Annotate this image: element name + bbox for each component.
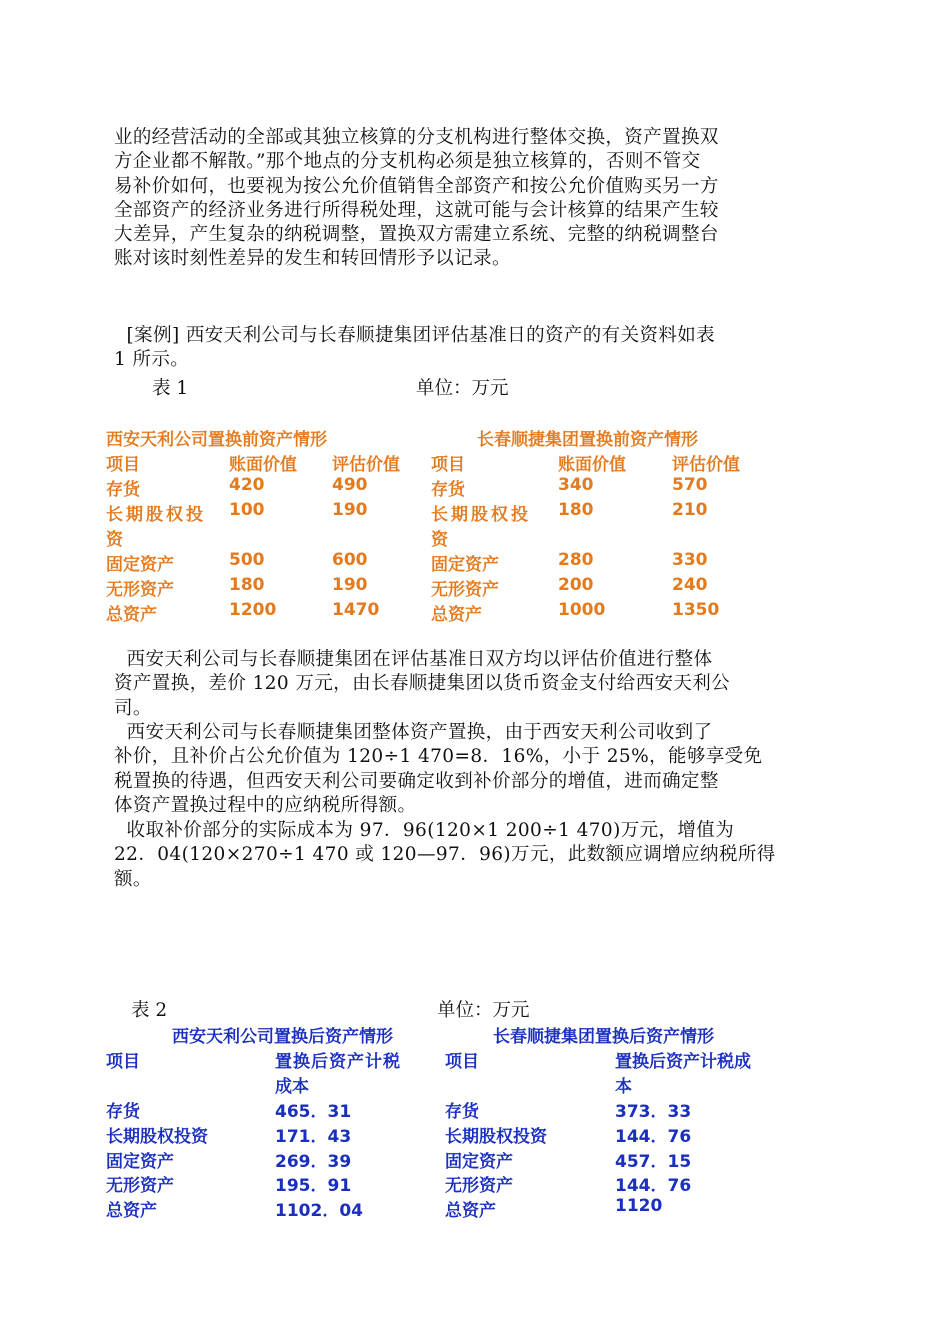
intro-line: 全部资产的经济业务进行所得税处理，这就可能与会计核算的结果产生较 [114,199,719,221]
body-paragraph-3 [114,819,834,892]
table1-row-eval: 240 [672,575,708,595]
table2-label: 表 2 [131,1000,168,1021]
table2-row-item: 无形资产 [106,1176,174,1196]
table2-row-item: 总资产 [106,1201,157,1221]
table2-row-item: 总资产 [445,1201,496,1221]
table1-row-eval: 1470 [332,600,380,620]
table2-right-title: 长春顺捷集团置换后资产情形 [493,1027,714,1047]
intro-line: 易补价如何，也要视为按公允价值销售全部资产和按公允价值购买另一方 [114,175,719,197]
table1-row-eval: 210 [672,500,708,520]
table1-row-item: 存货 [106,480,140,500]
table2-header-cost: 置换后资产计税 [275,1052,401,1072]
body-line: 体资产置换过程中的应纳税所得额。 [114,794,417,816]
table2-row-cost: 144．76 [615,1127,692,1147]
table2-unit: 单位：万元 [437,1000,530,1021]
table2-header-item-right: 项目 [445,1052,479,1072]
table1-row-item: 固定资产 [106,555,174,575]
table1-row-book: 340 [558,475,594,495]
case-line: 1 所示。 [114,349,190,371]
table1-row-book: 180 [558,500,594,520]
body-paragraph-2 [114,721,834,818]
table2-header-cost-right: 置换后资产计税成 [615,1052,751,1072]
case-paragraph [114,324,834,373]
table1-header-item: 项目 [106,455,140,475]
intro-line: 账对该时刻性差异的发生和转回情形予以记录。 [114,248,511,270]
table1-left-title: 西安天利公司置换前资产情形 [106,430,327,450]
table1-header-eval-right: 评估价值 [672,455,740,475]
table2-row-cost: 195．91 [275,1176,352,1196]
intro-line: 方企业都不解散。”那个地点的分支机构必须是独立核算的，否则不管交 [114,151,701,173]
body-line: 22．04(120×270÷1 470 或 120—97．96)万元，此数额应调增应纳税所得 [114,844,776,866]
table1-row-book: 420 [229,475,265,495]
table1-row-item: 无形资产 [431,580,499,600]
table2-row-item: 无形资产 [445,1176,513,1196]
table1-row-eval: 1350 [672,600,720,620]
table1-row-item: 存货 [431,480,465,500]
table1-row-eval: 190 [332,500,368,520]
body-line: 司。 [114,697,152,719]
table1-header-eval: 评估价值 [332,455,400,475]
table1-row-eval: 570 [672,475,708,495]
table1-row-item: 固定资产 [431,555,499,575]
table2-row-item: 长期股权投资 [106,1127,208,1147]
table1-row-book: 1000 [558,600,606,620]
body-line: 收取补价部分的实际成本为 97．96(120×1 200÷1 470)万元，增值为 [114,820,735,841]
table1-row-item: 总资产 [431,605,482,625]
body-line: 额。 [114,868,152,890]
table1-row-item: 长期股权投 [106,505,206,525]
table1-header-item-right: 项目 [431,455,465,475]
table1-label: 表 1 [152,378,189,399]
body-line: 西安天利公司与长春顺捷集团在评估基准日双方均以评估价值进行整体 [114,649,713,670]
table1-row-item-cont: 资 [106,530,123,550]
table1-unit: 单位：万元 [416,378,509,399]
table2-row-cost: 457．15 [615,1152,692,1172]
intro-line: 大差异，产生复杂的纳税调整，置换双方需建立系统、完整的纳税调整台 [114,224,719,246]
table2-row-cost: 171．43 [275,1127,352,1147]
table1-row-book: 280 [558,550,594,570]
body-paragraph-1 [114,648,834,721]
table1-row-item: 无形资产 [106,580,174,600]
table1-row-book: 500 [229,550,265,570]
case-line: [案例] 西安天利公司与长春顺捷集团评估基准日的资产的有关资料如表 [114,325,716,346]
table1-header-book-right: 账面价值 [558,455,626,475]
table2-row-cost: 465．31 [275,1102,352,1122]
table1-row-eval: 490 [332,475,368,495]
body-line: 资产置换，差价 120 万元，由长春顺捷集团以货币资金支付给西安天利公 [114,673,731,695]
table1-row-item-cont: 资 [431,530,448,550]
table1-right-title: 长春顺捷集团置换前资产情形 [477,430,698,450]
table1-header-book: 账面价值 [229,455,297,475]
table1-row-book: 1200 [229,600,277,620]
body-line: 补价，且补价占公允价值为 120÷1 470=8．16%，小于 25%，能够享受免 [114,746,763,768]
intro-paragraph [114,126,834,272]
table1-row-eval: 600 [332,550,368,570]
table2-header-cost-cont: 成本 [275,1077,309,1097]
table2-row-cost: 1120 [615,1196,663,1216]
table1-row-eval: 330 [672,550,708,570]
table2-left-title: 西安天利公司置换后资产情形 [172,1027,393,1047]
table2-row-cost: 269．39 [275,1152,352,1172]
body-line: 西安天利公司与长春顺捷集团整体资产置换，由于西安天利公司收到了 [114,722,713,743]
table2-header-item: 项目 [106,1052,140,1072]
intro-line: 业的经营活动的全部或其独立核算的分支机构进行整体交换，资产置换双 [114,127,719,148]
table2-row-item: 长期股权投资 [445,1127,547,1147]
table2-row-cost: 1102．04 [275,1201,363,1221]
table2-row-cost: 373．33 [615,1102,692,1122]
table1-row-eval: 190 [332,575,368,595]
table1-row-book: 180 [229,575,265,595]
body-line: 税置换的待遇，但西安天利公司要确定收到补价部分的增值，进而确定整 [114,770,719,792]
table2-row-item: 存货 [445,1102,479,1122]
table1-row-item: 长期股权投 [431,505,531,525]
table2-row-item: 固定资产 [445,1152,513,1172]
table2-row-item: 存货 [106,1102,140,1122]
table1-row-item: 总资产 [106,605,157,625]
table2-header-cost-right-cont: 本 [615,1077,632,1097]
table2-row-item: 固定资产 [106,1152,174,1172]
table2-row-cost: 144．76 [615,1176,692,1196]
table1-row-book: 100 [229,500,265,520]
table1-row-book: 200 [558,575,594,595]
